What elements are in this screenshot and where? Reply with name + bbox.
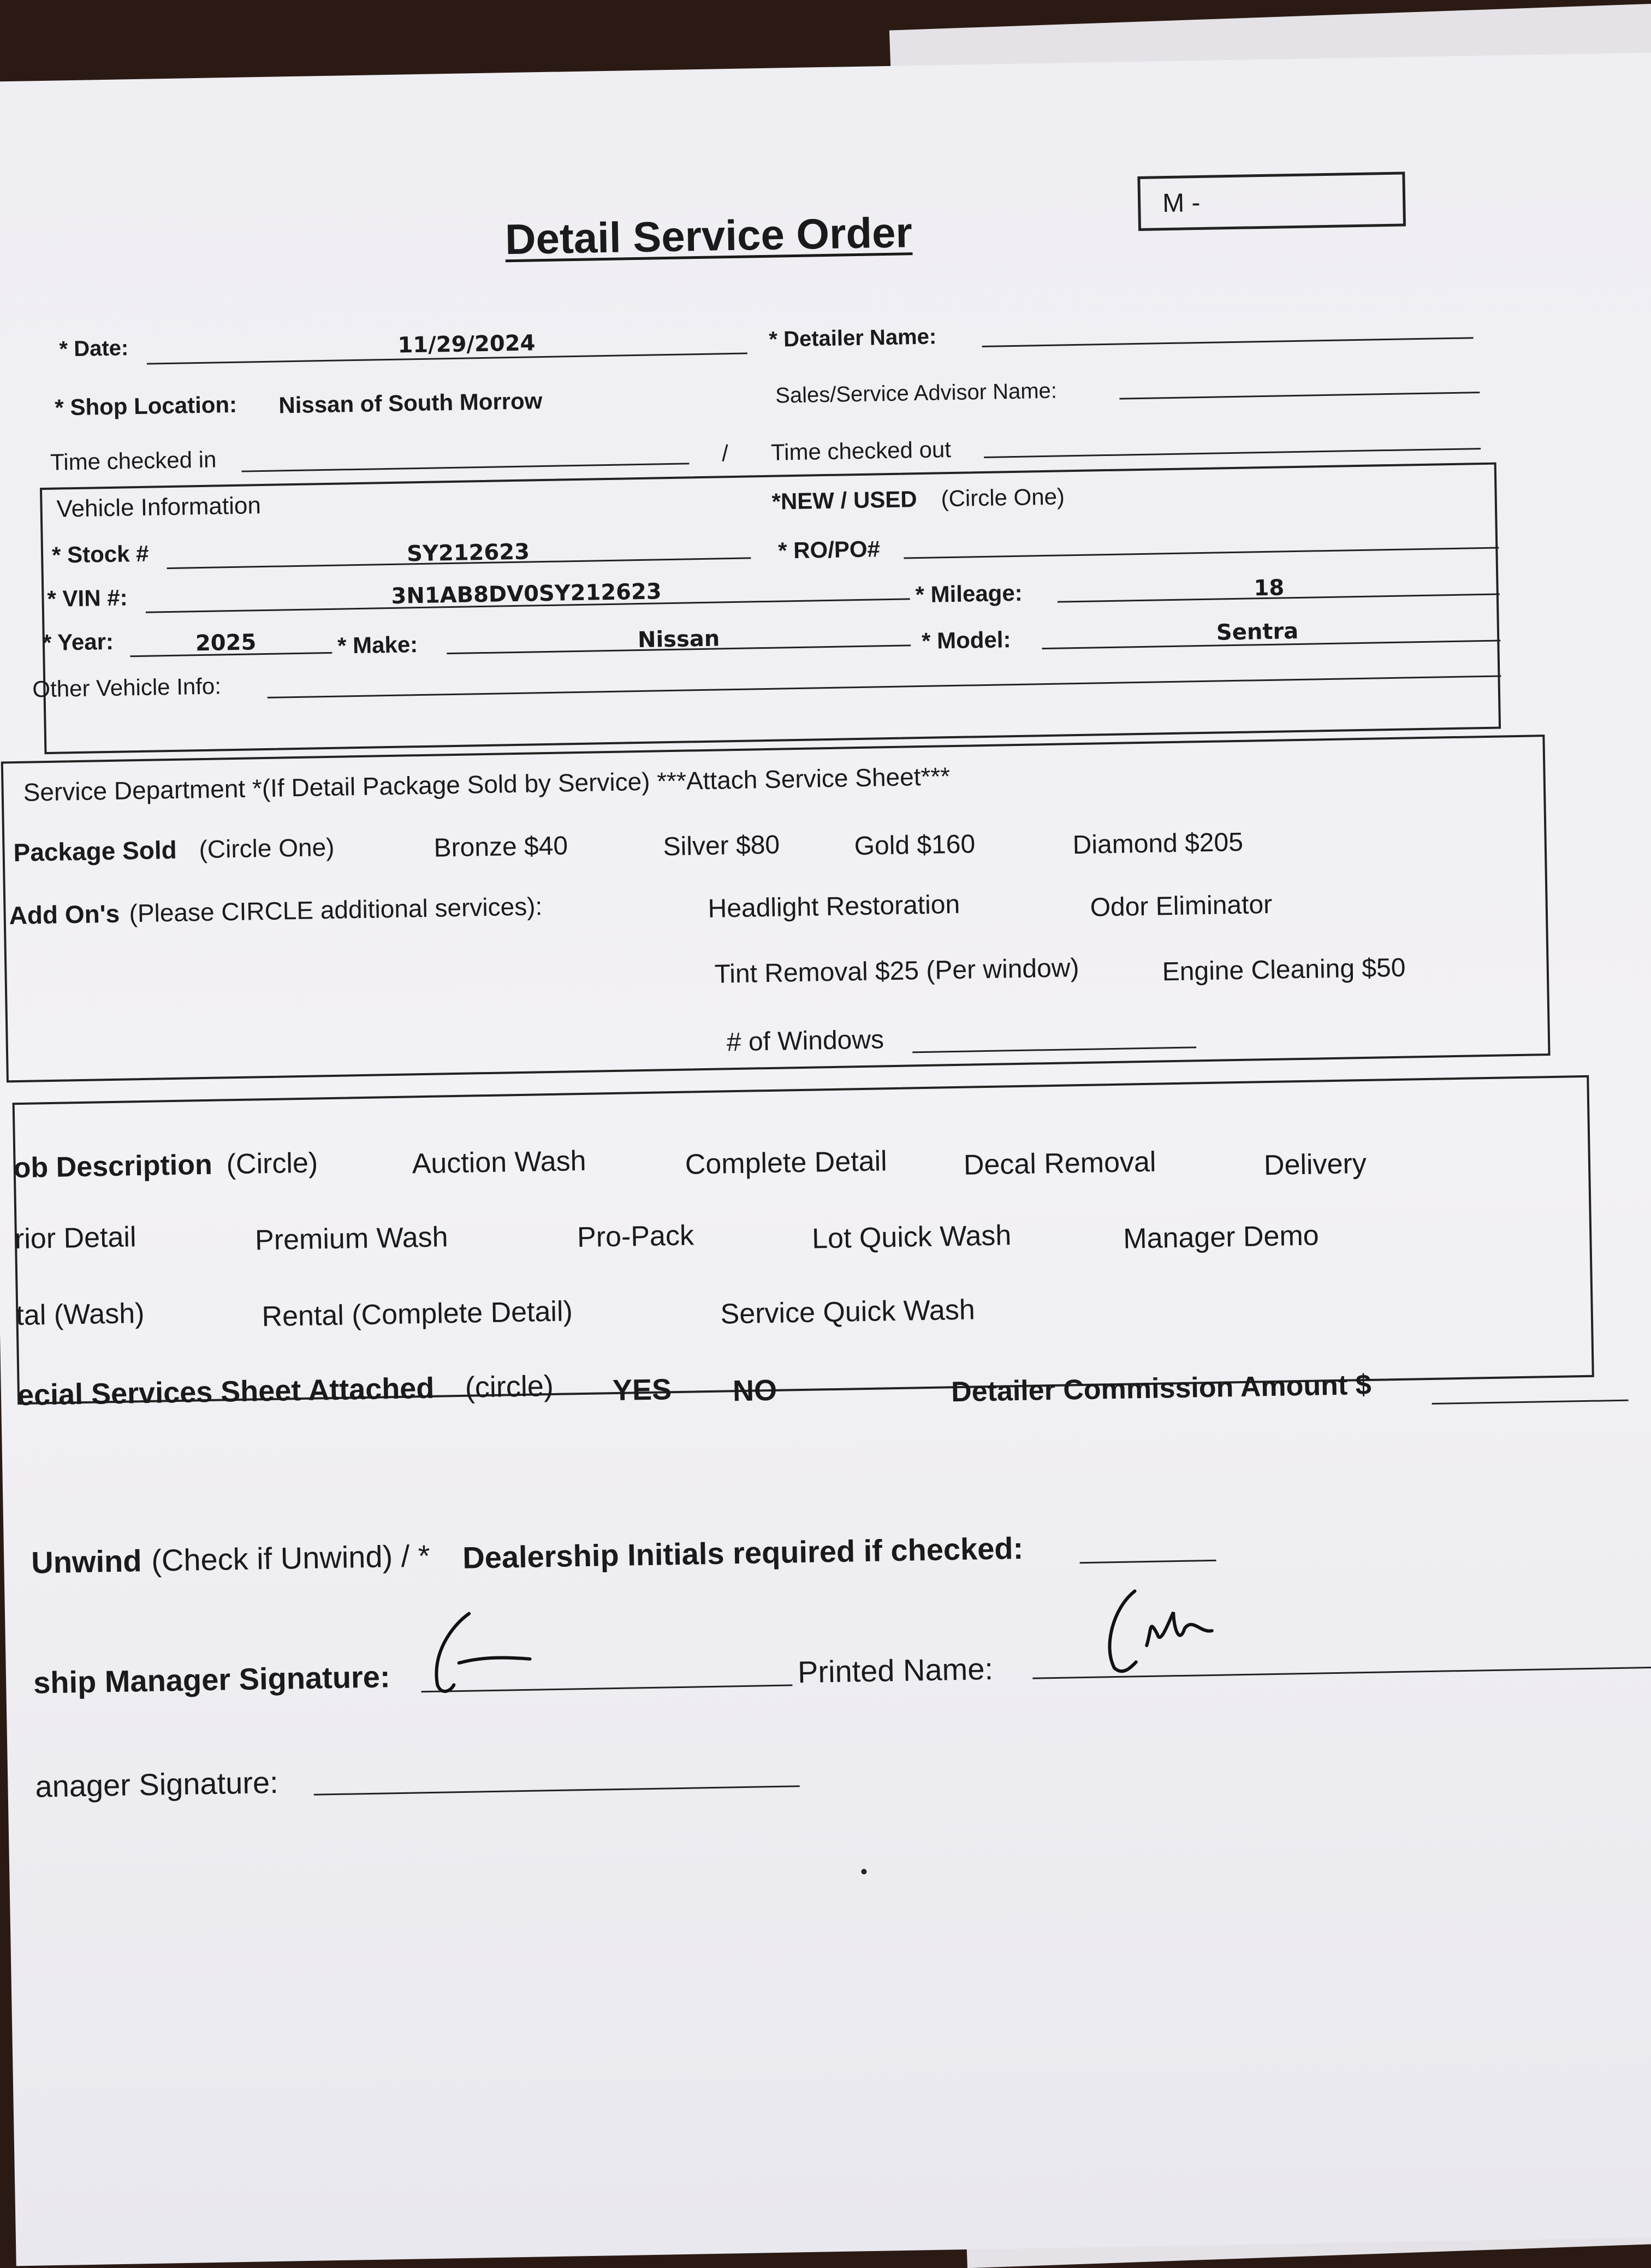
shop-location-value: Nissan of South Morrow — [278, 388, 543, 418]
stock-label: * Stock # — [51, 540, 149, 568]
addons-hint: (Please CIRCLE additional services): — [129, 892, 543, 928]
job-description-label: ob Description — [13, 1148, 213, 1185]
advisor-label: Sales/Service Advisor Name: — [775, 378, 1058, 408]
job-description-hint: (Circle) — [226, 1147, 318, 1181]
package-sold-label: Package Sold — [13, 835, 177, 867]
job-delivery[interactable]: Delivery — [1263, 1147, 1367, 1182]
other-vehicle-info-label: Other Vehicle Info: — [32, 673, 222, 702]
manager-signature-scribble — [420, 1601, 563, 1702]
shop-location-label: * Shop Location: — [55, 391, 237, 421]
time-in-field[interactable] — [241, 463, 689, 472]
unwind-label: Unwind — [31, 1543, 142, 1580]
addon-tint-removal[interactable]: Tint Removal $25 (Per window) — [714, 954, 1079, 989]
unwind-hint: (Check if Unwind) / * — [151, 1538, 431, 1578]
job-interior-detail[interactable]: rior Detail — [14, 1221, 136, 1256]
manager2-signature-field[interactable] — [314, 1785, 800, 1796]
addons-label: Add On's — [9, 899, 120, 930]
m-number-label: M - — [1162, 188, 1201, 218]
commission-field[interactable] — [1432, 1400, 1629, 1405]
commission-label: Detailer Commission Amount $ — [951, 1369, 1372, 1408]
vehicle-info-label: Vehicle Information — [56, 492, 262, 523]
printed-name-scribble — [1096, 1578, 1262, 1684]
make-value: Nissan — [637, 626, 720, 653]
unwind-initials-label: Dealership Initials required if checked: — [462, 1531, 1024, 1575]
job-description-box — [13, 1075, 1594, 1405]
addon-odor-eliminator[interactable]: Odor Eliminator — [1090, 890, 1273, 922]
job-auction-wash[interactable]: Auction Wash — [412, 1145, 587, 1180]
addon-headlight-restoration[interactable]: Headlight Restoration — [708, 890, 960, 923]
job-service-quick-wash[interactable]: Service Quick Wash — [720, 1294, 976, 1330]
ink-dot — [861, 1869, 866, 1874]
time-in-label: Time checked in — [50, 446, 217, 475]
date-value: 11/29/2024 — [397, 330, 536, 358]
mileage-label: * Mileage: — [915, 579, 1023, 608]
special-services-label: ecial Services Sheet Attached — [17, 1371, 435, 1412]
job-manager-demo[interactable]: Manager Demo — [1123, 1219, 1320, 1255]
time-out-label: Time checked out — [770, 436, 952, 465]
detailer-name-field[interactable] — [982, 337, 1474, 347]
job-rental-complete-detail[interactable]: Rental (Complete Detail) — [262, 1295, 573, 1333]
job-decal-removal[interactable]: Decal Removal — [963, 1146, 1156, 1181]
year-label: * Year: — [42, 628, 114, 656]
package-diamond[interactable]: Diamond $205 — [1072, 827, 1244, 860]
printed-name-label: Printed Name: — [797, 1651, 994, 1690]
job-complete-detail[interactable]: Complete Detail — [685, 1145, 888, 1181]
ropo-label: * RO/PO# — [777, 536, 881, 564]
special-services-yes[interactable]: YES — [612, 1373, 672, 1407]
special-services-no[interactable]: NO — [732, 1373, 777, 1408]
form-title: Detail Service Order — [504, 208, 913, 264]
manager-signature-label: ship Manager Signature: — [33, 1659, 391, 1700]
date-label: * Date: — [59, 336, 129, 362]
manager2-signature-label: anager Signature: — [34, 1764, 279, 1804]
make-label: * Make: — [337, 631, 418, 659]
job-premium-wash[interactable]: Premium Wash — [254, 1221, 449, 1257]
windows-label: # of Windows — [726, 1025, 884, 1057]
vin-label: * VIN #: — [47, 584, 128, 612]
model-label: * Model: — [921, 626, 1011, 654]
package-sold-hint: (Circle One) — [199, 832, 335, 864]
model-value: Sentra — [1216, 618, 1299, 646]
new-used-hint: (Circle One) — [941, 483, 1065, 512]
special-services-hint: (circle) — [465, 1369, 554, 1404]
package-bronze[interactable]: Bronze $40 — [433, 831, 568, 863]
time-out-field[interactable] — [984, 448, 1481, 458]
job-pro-pack[interactable]: Pro-Pack — [577, 1219, 694, 1254]
new-used-label: *NEW / USED — [771, 486, 918, 514]
m-number-box — [1137, 171, 1406, 231]
year-value: 2025 — [195, 630, 257, 656]
mileage-value: 18 — [1254, 575, 1285, 601]
service-order-paper — [0, 52, 1651, 2266]
package-gold[interactable]: Gold $160 — [854, 830, 976, 861]
time-separator: / — [721, 440, 729, 466]
stock-value: SY212623 — [406, 539, 530, 567]
service-dept-header: Service Department *(If Detail Package Sold by Service) ***Attach Service Sheet*** — [23, 762, 951, 807]
advisor-field[interactable] — [1119, 392, 1480, 400]
vin-value: 3N1AB8DV0SY212623 — [391, 579, 662, 609]
package-silver[interactable]: Silver $80 — [663, 830, 780, 862]
detailer-name-label: * Detailer Name: — [769, 324, 937, 352]
addon-engine-cleaning[interactable]: Engine Cleaning $50 — [1162, 953, 1406, 987]
job-rental-wash[interactable]: tal (Wash) — [15, 1298, 145, 1332]
job-lot-quick-wash[interactable]: Lot Quick Wash — [811, 1219, 1012, 1255]
unwind-initials-field[interactable] — [1080, 1560, 1216, 1564]
